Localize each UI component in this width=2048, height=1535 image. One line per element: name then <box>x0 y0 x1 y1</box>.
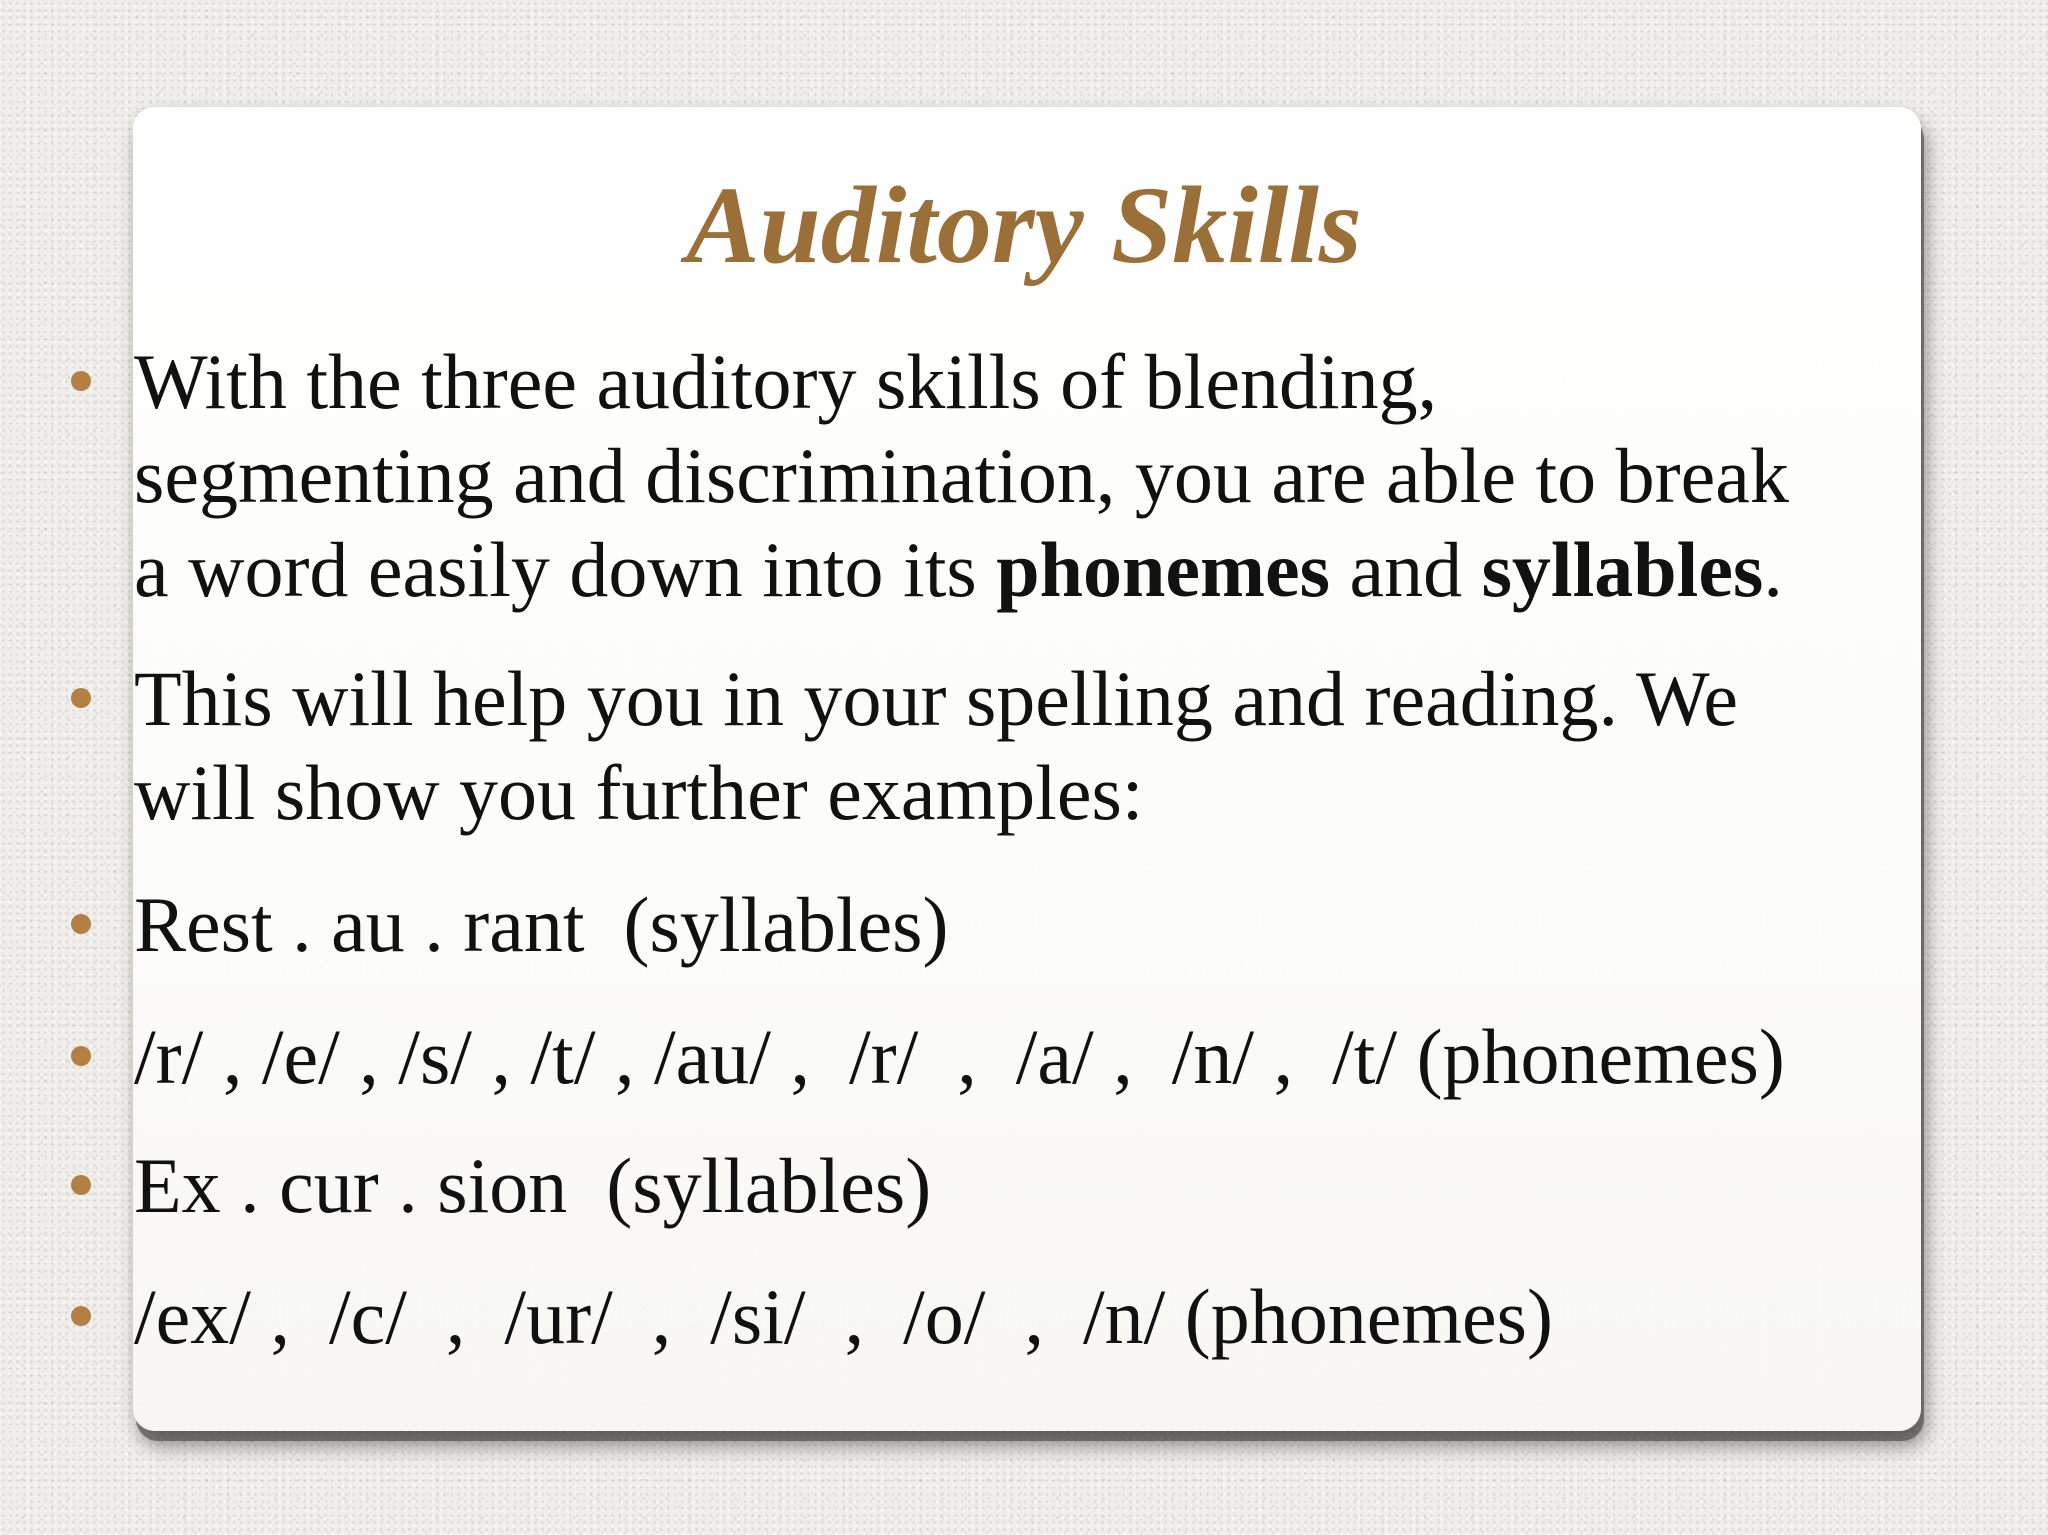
bullet-1-line-2: segmenting and discrimination, you are able to break <box>134 432 1789 519</box>
bullet-2-line-2: will show you further examples: <box>134 749 1144 836</box>
bullet-dot-icon <box>71 914 91 934</box>
bullet-1-line-3-text: a word easily down into its <box>134 526 997 613</box>
bullet-dot-icon <box>71 1175 91 1195</box>
bullet-dot-icon <box>71 1306 91 1326</box>
bullet-item-5 <box>134 1139 1934 1233</box>
bullet-item-6 <box>134 1270 1934 1364</box>
bullet-5-text: Ex . cur . sion (syllables) <box>134 1142 932 1229</box>
bullet-item-1 <box>134 335 1934 617</box>
bullet-1-line-3 <box>134 523 1934 617</box>
bullet-dot-icon <box>71 688 91 708</box>
bullet-item-4 <box>134 1010 1934 1104</box>
bullet-dot-icon <box>71 1046 91 1066</box>
bullet-4-text: /r/ , /e/ , /s/ , /t/ , /au/ , /r/ , /a/ , /n/ , /t/ (phonemes) <box>134 1013 1785 1100</box>
bullet-6-text: /ex/ , /c/ , /ur/ , /si/ , /o/ , /n/ (phonemes) <box>134 1273 1554 1360</box>
bullet-1-line-3-and: and <box>1329 526 1482 613</box>
bullet-2-line-1: This will help you in your spelling and reading. We <box>134 655 1739 742</box>
term-syllables: syllables <box>1481 526 1764 613</box>
bullet-1-line-3-period: . <box>1763 526 1783 613</box>
bullet-item-2 <box>134 652 1934 840</box>
term-phonemes: phonemes <box>996 526 1330 613</box>
bullet-1-line-1: With the three auditory skills of blending, <box>134 338 1438 425</box>
slide-title: Auditory Skills <box>686 164 1362 286</box>
bullet-3-text: Rest . au . rant (syllables) <box>134 881 949 968</box>
bullet-item-3 <box>134 878 1934 972</box>
bullet-dot-icon <box>71 371 91 391</box>
